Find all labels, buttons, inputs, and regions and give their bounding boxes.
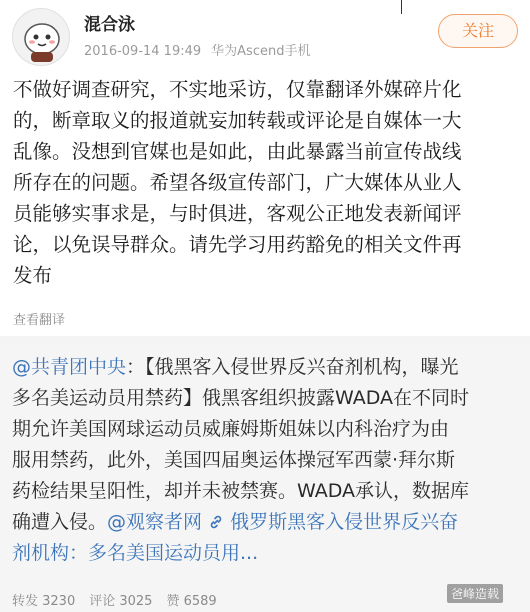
mention-link[interactable]: @观察者网 [107, 511, 203, 533]
divider-mark [401, 0, 402, 14]
repost-line: 服用禁药，此外，美国四届奥运体操冠军西蒙·拜尔斯 [12, 449, 456, 471]
post-text-line: 发布 [13, 264, 53, 287]
post-text-line: 所存在的问题。希望各级宣传部门，广大媒体从业人 [13, 171, 462, 194]
post-text-line: 的，断章取义的报道就妄加转载或评论是自媒体一大 [13, 109, 462, 132]
article-link[interactable]: 剂机构：多名美国运动员用... [12, 542, 259, 564]
repost-line-text: 确遭入侵。 [12, 511, 108, 533]
post-text-line: 乱像。没想到官媒也是如此，由此暴露当前宣传战线 [13, 140, 462, 163]
article-link[interactable]: 俄罗斯黑客入侵世界反兴奋 [230, 511, 459, 533]
post-meta [84, 40, 310, 59]
repost-stats [12, 590, 231, 609]
post-header [0, 0, 530, 68]
repost-count[interactable]: 转发 3230 [12, 594, 76, 609]
repost-line: 期允许美国网球运动员威廉姆斯姐妹以内科治疗为由 [12, 418, 450, 440]
comment-count[interactable]: 评论 3025 [89, 594, 153, 609]
section-divider [0, 336, 530, 344]
repost-card[interactable] [0, 344, 530, 612]
repost-text [12, 352, 522, 569]
post-date: 2016-09-14 19:49 [84, 44, 202, 59]
avatar-illustration-icon [13, 9, 70, 66]
repost-line [12, 538, 522, 569]
repost-line: 药检结果呈阳性，却并未被禁赛。WADA承认，数据库 [12, 480, 470, 502]
mention-link[interactable]: @共青团中央 [12, 356, 127, 378]
follow-button[interactable]: 关注 [438, 14, 518, 48]
repost-line [12, 352, 522, 383]
like-count[interactable]: 赞 6589 [166, 594, 217, 609]
repost-line: 多名美运动员用禁药】俄黑客组织披露WADA在不同时 [12, 387, 470, 409]
avatar[interactable] [12, 8, 70, 66]
post-text-line: 不做好调查研究，不实地采访，仅靠翻译外媒碎片化 [13, 78, 462, 101]
post-text-line: 员能够实事求是，与时俱进，客观公正地发表新闻评 [13, 202, 462, 225]
watermark: 爸峰造载 [447, 584, 503, 603]
translate-link[interactable]: 查看翻译 [13, 313, 66, 328]
username[interactable]: 混合泳 [84, 15, 135, 35]
post-text-line: 论，以免误导群众。请先学习用药豁免的相关文件再 [13, 233, 462, 256]
post-device: 华为Ascend手机 [211, 44, 311, 59]
repost-line [12, 507, 522, 538]
post-text [13, 74, 519, 291]
repost-line-text: ：【俄黑客入侵世界反兴奋剂机构，曝光 [126, 356, 459, 378]
link-icon[interactable] [208, 511, 230, 533]
